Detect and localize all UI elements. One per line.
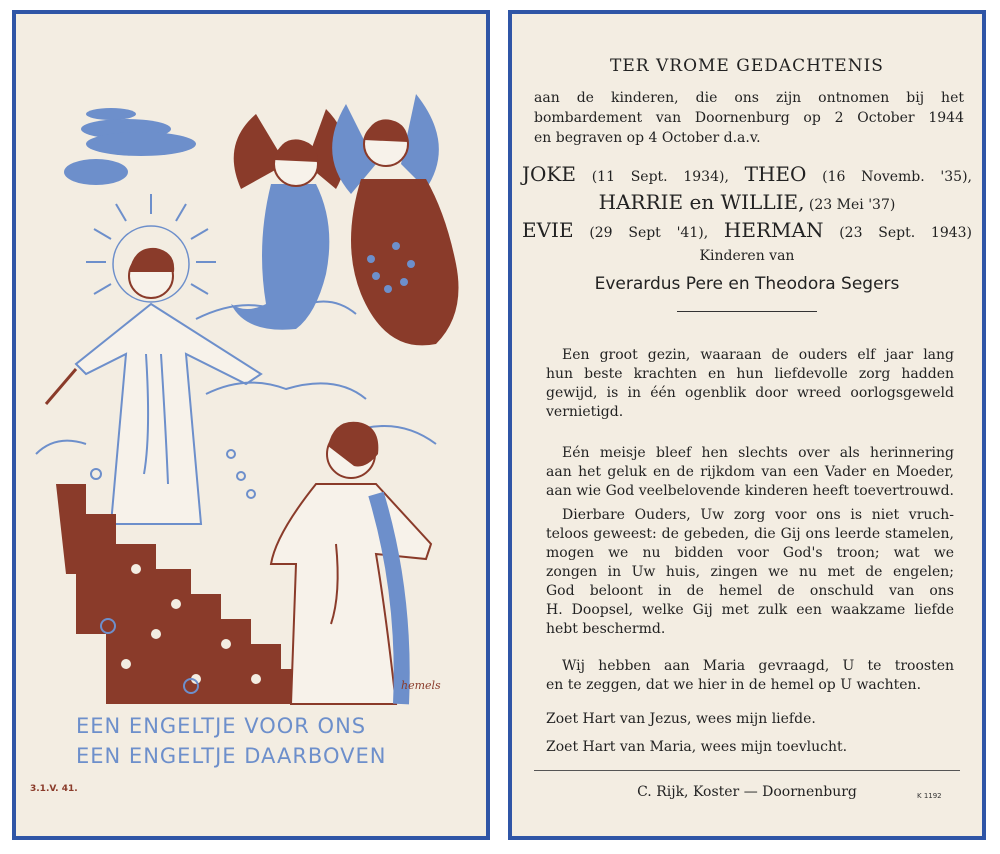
intro-line: aan de kinderen, die ons zijn ontnomen bij het: [534, 90, 964, 106]
names-line-3: [522, 218, 972, 242]
paragraph-line: H. Doopsel, welke Gij met zulk een waakzame liefde: [546, 602, 954, 618]
angels-illustration: [16, 14, 486, 714]
date-herman: (23 Sept. 1943): [839, 225, 973, 241]
praying-angel: [231, 109, 346, 330]
garland-angel: [332, 94, 458, 345]
intro-line: en begraven op 4 October d.a.v.: [534, 130, 761, 146]
paragraph-line: Eén meisje bleef hen slechts over als herinnering: [562, 445, 954, 461]
name-evie: EVIE: [522, 218, 574, 242]
paragraph: [546, 506, 954, 639]
name-harrie-willie: HARRIE en WILLIE,: [598, 190, 805, 214]
paragraph-line: teloos geweest: de gebeden, die Gij ons leerde stamelen,: [546, 526, 954, 542]
paragraph-line: aan het geluk en de rijkdom van een Vader en Moeder,: [546, 464, 954, 480]
names-line-1: [522, 162, 972, 186]
artist-signature: hemels: [401, 679, 441, 692]
left-card: [12, 10, 490, 840]
prayer-maria: Zoet Hart van Maria, wees mijn toevlucht.: [546, 739, 848, 755]
divider: [534, 770, 960, 771]
name-theo: THEO: [744, 162, 807, 186]
children-of-label: Kinderen van: [699, 248, 795, 264]
paragraph-line: hebt beschermd.: [546, 621, 666, 637]
name-joke: JOKE: [522, 162, 576, 186]
printer-mark: 3.1.V. 41.: [30, 784, 78, 794]
date-evie: (29 Sept '41),: [589, 225, 709, 241]
paragraph-line: gewijd, is in één ogenblik door wreed oorlogsgeweld: [546, 385, 954, 401]
paragraph-line: aan wie God veelbelovende kinderen heeft toevertrouwd.: [546, 483, 954, 499]
date-harrie-willie: (23 Mei '37): [808, 197, 896, 213]
paragraph-line: hun beste krachten en hun liefdevolle zorg hadden: [546, 366, 954, 382]
parents-names: Everardus Pere en Theodora Segers: [594, 274, 900, 294]
date-joke: (11 Sept. 1934),: [591, 169, 729, 185]
right-card: [508, 10, 986, 840]
printer-code: K 1192: [917, 792, 942, 800]
paragraph: [546, 346, 954, 422]
intro-line: bombardement van Doornenburg op 2 October 1944: [534, 110, 964, 126]
paragraph-line: vernietigd.: [546, 404, 624, 420]
printer-credit: C. Rijk, Koster — Doornenburg: [637, 784, 857, 800]
memorial-heading: TER VROME GEDACHTENIS: [610, 56, 884, 76]
prayer-jezus: Zoet Hart van Jezus, wees mijn liefde.: [546, 711, 816, 727]
caption-line-2: EEN ENGELTJE DAARBOVEN: [76, 744, 387, 768]
paragraph-line: Dierbare Ouders, Uw zorg voor ons is niet vruch-: [562, 507, 954, 523]
cloud-icon: [64, 108, 196, 185]
paragraph-line: Wij hebben aan Maria gevraagd, U te troosten: [562, 658, 954, 674]
names-line-2: [522, 190, 972, 214]
date-theo: (16 Novemb. '35),: [822, 169, 973, 185]
paragraph-line: en te zeggen, dat we hier in de hemel op U wachten.: [546, 677, 922, 693]
paragraph-line: mogen we nu bidden voor God's troon; wat we: [546, 545, 954, 561]
paragraph-line: God beloont in de hemel de onschuld van ons: [546, 583, 954, 599]
paragraph: [546, 657, 954, 695]
paragraph: [546, 444, 954, 501]
child-angel: [271, 422, 431, 704]
divider: [677, 311, 817, 312]
standing-angel: [76, 304, 261, 524]
paragraph-line: Een groot gezin, waaraan de ouders elf jaar lang: [562, 347, 954, 363]
paragraph-line: zongen in Uw huis, zingen we nu met de engelen;: [546, 564, 954, 580]
caption-line-1: EEN ENGELTJE VOOR ONS: [76, 714, 367, 738]
name-herman: HERMAN: [723, 218, 824, 242]
